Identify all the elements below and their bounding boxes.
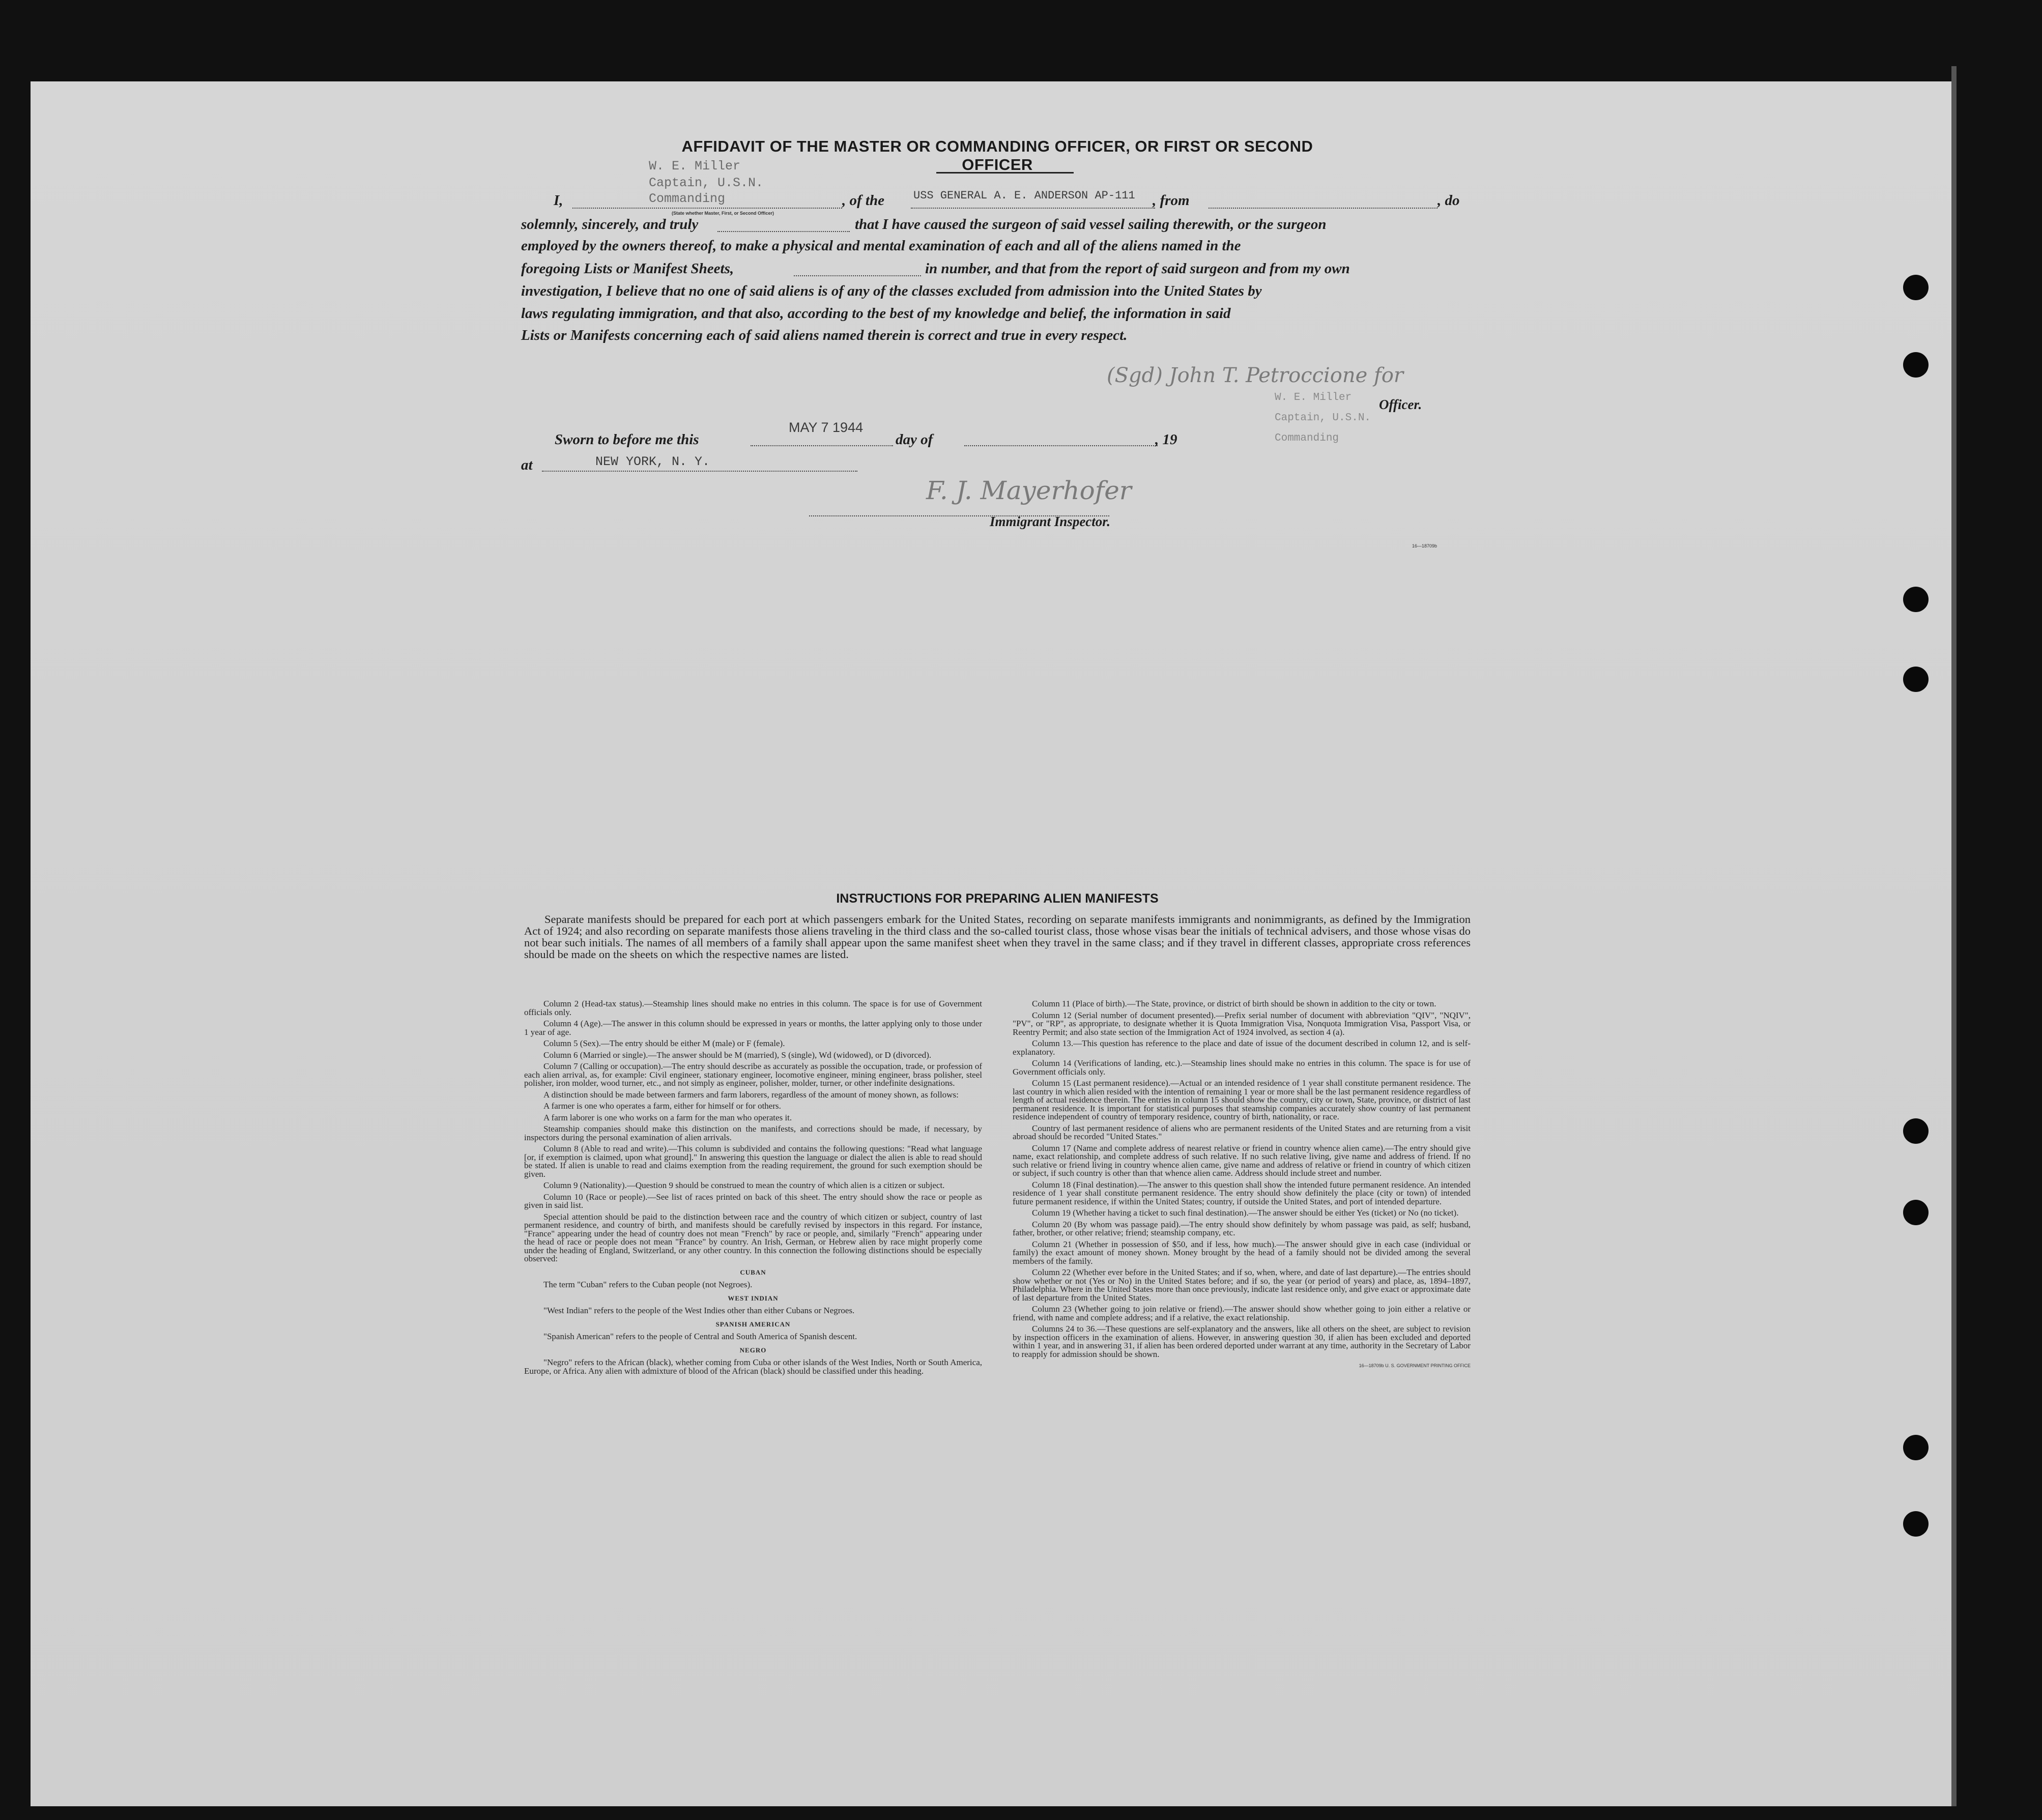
stamp-role: Commanding (1275, 432, 1339, 444)
instruction-paragraph: Columns 24 to 36.—These questions are self-explanatory and the answers, like all others on the sheet, are subject to revision by inspection officers in the examination of aliens. However, in answering question 30, if alien has been excluded and deported within 1 year, and in answering 31, if alien has been ordered deported under warrant at any time, authority in the Secretary of Labor to reapply for admission should be shown. (1013, 1324, 1471, 1359)
punch-hole (1903, 352, 1929, 378)
oath-field (717, 231, 850, 232)
sworn-label: Sworn to before me this (555, 431, 699, 448)
instruction-paragraph: Column 12 (Serial number of document presented).—Prefix serial number of document with abbreviation "QIV", "NQIV", "PV", or "RP", as appropriate, to designate whether it is Quota Immigration Visa, Nonquota Immigration Visa, Passport Visa, or Reentry Permit; and also state section of the Immigration Act of 1924 involved, as section 4 (a). (1013, 1010, 1471, 1037)
instructions-left-column (524, 1000, 982, 1378)
instruction-paragraph: A farmer is one who operates a farm, either for himself or for others. (543, 1101, 781, 1111)
role-note: (State whether Master, First, or Second Officer) (672, 211, 774, 216)
month-field (964, 445, 1158, 446)
instruction-paragraph: Column 2 (Head-tax status).—Steamship lines should make no entries in this column. The space is for use of Government officials only. (524, 999, 982, 1017)
officer-role-typed: Commanding (649, 191, 726, 206)
instructions-right-column (1013, 1000, 1471, 1370)
instruction-paragraph: Column 19 (Whether having a ticket to such final destination).—The answer should be either Yes (ticket) or No (no ticket). (1032, 1208, 1459, 1218)
punch-hole (1903, 667, 1929, 692)
affidavit-of-the: , of the (842, 192, 884, 209)
instruction-paragraph: Column 18 (Final destination).—The answer to this question shall show the intended future permanent residence. An intended residence of 1 year shall constitute permanent residence. The entry should show definitely the place (city or town) of intended future permanent residence, if within the United States; country, if outside the United States, and port of intended departure. (1013, 1179, 1471, 1206)
instruction-paragraph: Column 22 (Whether ever before in the United States; and if so, when, where, and date of last departure).—The entries should show whether or not (Yes or No) in the United States before; and if so, the year (or period of years) and place, as, 1894–1897, Philadelphia. Where in the United States more than once previously, indicate last residence only, and give exact or approximate date of last departure from the United States. (1013, 1267, 1471, 1303)
distinction-text: "Spanish American" refers to the people of Central and South America of Spanish descent. (543, 1332, 857, 1341)
affidavit-line5: investigation, I believe that no one of said aliens is of any of the classes excluded from admission into the United States by (521, 283, 1262, 299)
inspector-label: Immigrant Inspector. (990, 514, 1111, 529)
instructions-title: INSTRUCTIONS FOR PREPARING ALIEN MANIFESTS (836, 891, 1159, 906)
instruction-paragraph: Column 10 (Race or people).—See list of races printed on back of this sheet. The entry should show the race or people as given in said list. (524, 1192, 982, 1210)
instruction-paragraph: Column 15 (Last permanent residence).—Actual or an intended residence of 1 year shall constitute permanent residence. The last country in which alien resided with the intention of remaining 1 year or more shall be the last permanent residence regardless of length of actual residence therein. The entries in column 15 should show the country, city or town, State, province, or district of last permanent residence. It is important for statistical purposes that steamship companies accurately show country of last permanent residence independent of country of temporary residence, country of birth, nationality, or race. (1013, 1078, 1471, 1121)
affidavit-line4-end: in number, and that from the report of said surgeon and from my own (925, 261, 1350, 277)
count-field (794, 275, 921, 276)
year-prefix: , 19 (1155, 431, 1177, 448)
location-typed: NEW YORK, N. Y. (595, 454, 710, 469)
instruction-paragraph: Column 13.—This question has reference to the place and date of issue of the document described in column 12, and is self-explanatory. (1013, 1038, 1471, 1057)
officer-signature: (Sgd) John T. Petroccione for (1107, 364, 1404, 387)
instruction-paragraph: Column 6 (Married or single).—The answer should be M (married), S (single), Wd (widowed), or D (divorced). (543, 1050, 932, 1060)
instruction-paragraph: Special attention should be paid to the distinction between race and the country of which citizen or subject, country of last permanent residence, and country of birth, and manifests should be carefully revised by inspectors in this regard. For instance, "France" appearing under the head of country does not mean "French" by race or people, and, similarly "French" appearing under the head of race or people does not mean "France" by country. An Irish, German, or Hebrew alien by race might properly come under the heading of England, Switzerland, or any other country. In this connection the following distinctions should be especially observed: (524, 1211, 982, 1263)
at-label: at (521, 457, 533, 473)
vessel-name-typed: USS GENERAL A. E. ANDERSON AP-111 (913, 189, 1135, 202)
officer-label: Officer. (1379, 397, 1422, 412)
instruction-paragraph: Column 11 (Place of birth).—The State, province, or district of birth should be shown in addition to the city or town. (1032, 999, 1436, 1008)
instruction-paragraph: Column 4 (Age).—The answer in this column should be expressed in years or months, the latter applying only to those under 1 year of age. (524, 1019, 982, 1037)
page-edge (1951, 66, 1957, 1806)
form-code: 16—18709b (1412, 543, 1437, 548)
affidavit-do: , do (1437, 192, 1460, 209)
instruction-paragraph: Column 14 (Verifications of landing, etc.).—Steamship lines should make no entries in this column. The space is for use of Government officials only. (1013, 1058, 1471, 1077)
distinction-text: "West Indian" refers to the people of the West Indies other than either Cubans or Negroes. (543, 1306, 855, 1315)
affidavit-line4-start: foregoing Lists or Manifest Sheets, (521, 261, 734, 277)
stamp-rank: Captain, U.S.N. (1275, 412, 1371, 424)
instruction-paragraph: Column 20 (By whom was passage paid).—The entry should show definitely by whom passage was paid, as self; husband, father, brother, or other relative; friend; steamship company, etc. (1013, 1219, 1471, 1237)
printing-office-footer: 16—18709b U. S. GOVERNMENT PRINTING OFFICE (1359, 1363, 1471, 1368)
affidavit-line6: laws regulating immigration, and that also, according to the best of my knowledge and belief, the information in said (521, 305, 1231, 322)
instruction-paragraph: Column 9 (Nationality).—Question 9 should be construed to mean the country of which alien is a citizen or subject. (543, 1180, 945, 1190)
punch-hole (1903, 1511, 1929, 1537)
instruction-paragraph: Column 7 (Calling or occupation).—The entry should describe as accurately as possible the occupation, trade, or profession of each alien arrival, as, for example: Civil engineer, stationary engineer, locomotive engineer, mining engineer, brass polisher, steel polisher, iron molder, wood turner, etc., and not simply as engineer, polisher, molder, turner, or other indefinite designations. (524, 1061, 982, 1088)
officer-field (572, 208, 842, 209)
punch-hole (1903, 275, 1929, 300)
instruction-paragraph: Column 5 (Sex).—The entry should be either M (male) or F (female). (543, 1038, 785, 1048)
instruction-paragraph: A distinction should be made between farmers and farm laborers, regardless of the amount of money shown, as follows: (543, 1089, 959, 1100)
distinction-heading: WEST INDIAN (728, 1294, 779, 1302)
day-of-label: day of (896, 431, 933, 448)
affidavit-from: , from (1153, 192, 1190, 209)
affidavit-line7: Lists or Manifests concerning each of said aliens named therein is correct and true in every respect. (521, 327, 1128, 343)
title-rule (936, 172, 1074, 174)
punch-hole (1903, 1200, 1929, 1225)
distinction-heading: NEGRO (739, 1346, 767, 1354)
inspector-signature: F. J. Mayerhofer (926, 476, 1132, 505)
affidavit-i: I, (554, 192, 563, 209)
instruction-paragraph: Column 21 (Whether in possession of $50, and if less, how much).—The answer should give in each case (individual or family) the exact amount of money shown. Money brought by the head of a family should not be divided among the several members of the family. (1013, 1239, 1471, 1266)
instruction-paragraph: Country of last permanent residence of aliens who are permanent residents of the United States and are returning from a visit abroad should be recorded "United States." (1013, 1123, 1471, 1141)
distinction-heading: SPANISH AMERICAN (715, 1320, 791, 1328)
officer-name-typed: W. E. Miller (649, 159, 741, 174)
instruction-paragraph: A farm laborer is one who works on a farm for the man who operates it. (543, 1112, 792, 1122)
punch-hole (1903, 1435, 1929, 1460)
instruction-paragraph: Column 17 (Name and complete address of nearest relative or friend in country whence alien came).—The entry should give name, exact relationship, and complete address of such relative. If no such relative living, give name and address of friend. If no such relative or friend living in country whence alien came, give name and address of relative or friend in country of which citizen or subject, if such country is other than that whence alien came. Address should include street and number. (1013, 1143, 1471, 1178)
instruction-paragraph: Steamship companies should make this distinction on the manifests, and corrections should be made, if necessary, by inspectors during the personal examination of alien arrivals. (524, 1124, 982, 1142)
affidavit-line2-start: solemnly, sincerely, and truly (521, 216, 699, 233)
from-field (1209, 208, 1437, 209)
location-field (542, 471, 857, 472)
punch-hole (1903, 1118, 1929, 1144)
officer-rank-typed: Captain, U.S.N. (649, 176, 764, 190)
distinction-text: "Negro" refers to the African (black), whether coming from Cuba or other islands of the West Indies, North or South America, Europe, or Africa. Any alien with admixture of blood of the African (black) should be classified under this heading. (524, 1357, 982, 1376)
stamp-name: W. E. Miller (1275, 392, 1352, 403)
instruction-paragraph: Column 8 (Able to read and write).—This column is subdivided and contains the following questions: "Read what language [or, if exemption is claimed, upon what ground]." In answering this question the language or dialect the alien is able to read should be stated. If alien is unable to read and claims exemption from the reading requirement, the ground for such exemption should be given. (524, 1144, 982, 1179)
instructions-intro: Separate manifests should be prepared for each port at which passengers embark for the United States, recording on separate manifests immigrants and nonimmigrants, as defined by the Immigration Act of 1924; and also recording on separate manifests those aliens traveling in the third class and the so-called tourist class, those whose visas bear the initials of technical advisers, and those whose visas do not bear such initials. The names of all members of a family shall appear upon the same manifest sheet when they travel in the same class; and if they travel in different classes, appropriate cross references should be made on the sheets on which the respective names are listed. (524, 913, 1471, 961)
vessel-field (911, 208, 1155, 209)
punch-hole (1903, 587, 1929, 612)
distinction-text: The term "Cuban" refers to the Cuban people (not Negroes). (543, 1280, 753, 1289)
affidavit-line3: employed by the owners thereof, to make a physical and mental examination of each and all of the aliens named in the (521, 238, 1241, 254)
affidavit-title: AFFIDAVIT OF THE MASTER OR COMMANDING OFFICER, OR FIRST OR SECOND OFFICER (681, 137, 1313, 174)
instruction-paragraph: Column 23 (Whether going to join relative or friend).—The answer should show whether going to join either a relative or friend, with name and complete address; and if a relative, the exact relationship. (1013, 1304, 1471, 1322)
date-field (751, 445, 893, 446)
sworn-date: MAY 7 1944 (789, 420, 864, 435)
affidavit-line2-end: that I have caused the surgeon of said vessel sailing therewith, or the surgeon (855, 216, 1327, 233)
distinction-heading: CUBAN (740, 1268, 766, 1276)
